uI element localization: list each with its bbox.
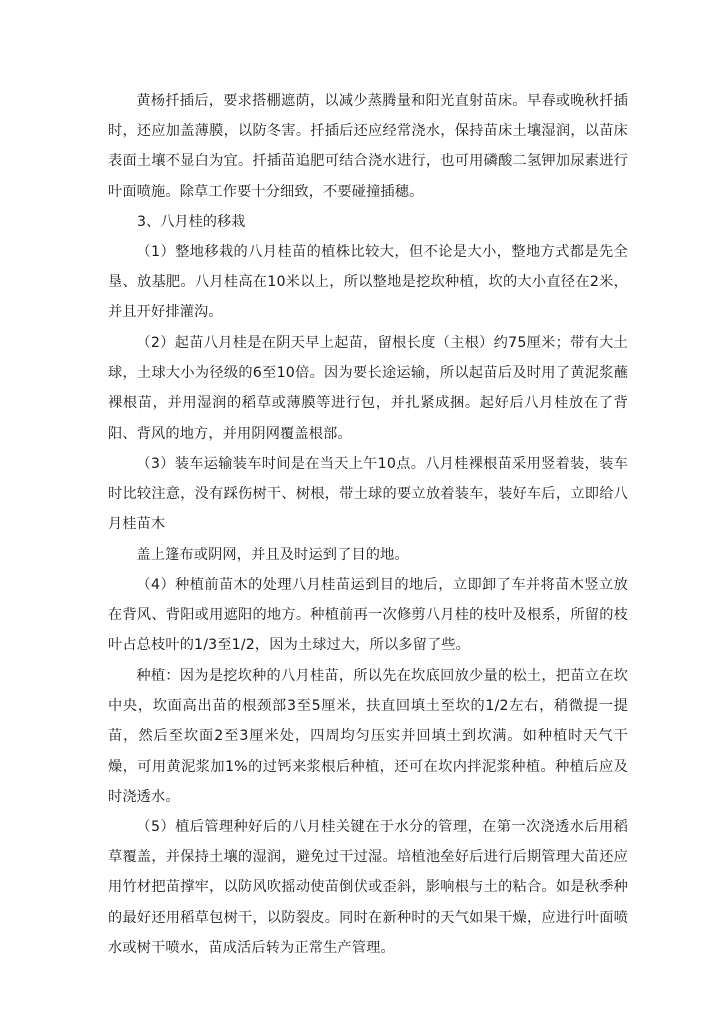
paragraph-lifting: （2）起苗八月桂是在阴天早上起苗，留根长度（主根）约75厘米；带有大土球，土球大小为径级的6至10倍。因为要长途运输，所以起苗后及时用了黄泥浆蘸裸根苗，并用湿润的稻草或薄膜等进行包，并扎紧成捆。起好后八月桂放在了背阳、背风的地方，并用阴网覆盖根部。 (108, 335, 628, 442)
paragraph-pre-planting: （4）种植前苗木的处理八月桂苗运到目的地后，立即卸了车并将苗木竖立放在背风、背阳或用遮阳的地方。种植前再一次修剪八月桂的枝叶及根系，所留的枝叶占总枝叶的1/3至1/2，因为土球过大，所以多留了些。 (108, 577, 628, 654)
paragraph-planting: 种植：因为是挖坎种的八月桂苗，所以先在坎底回放少量的松土，把苗立在坎中央，坎面高出苗的根颈部3至5厘米，扶直回填土至坎的1/2左右，稍微提一提苗，然后至坎面2至3厘米处，四周均匀压实并回填土到坎满。如种植时天气干燥，可用黄泥浆加1%的过钙来浆根后种植，还可在坎内拌泥浆种植。种植后应及时浇透水。 (108, 668, 628, 805)
paragraph-cutting-care: 黄杨扦插后，要求搭棚遮荫，以减少蒸腾量和阳光直射苗床。早春或晚秋扦插时，还应加盖薄膜，以防冬害。扦插后还应经常浇水，保持苗床土壤湿润，以苗床表面土壤不显白为宜。扦插苗追肥可结合浇水进行，也可用磷酸二氢钾加尿素进行叶面喷施。除草工作要十分细致，不要碰撞插穗。 (108, 93, 628, 200)
paragraph-site-prep: （1）整地移栽的八月桂苗的植株比较大，但不论是大小，整地方式都是先全垦、放基肥。八月桂高在10米以上，所以整地是挖坎种植，坎的大小直径在2米，并且开好排灌沟。 (108, 244, 628, 321)
section-heading-transplant: 3、八月桂的移栽 (137, 214, 246, 230)
paragraph-loading: （3）装车运输装车时间是在当天上午10点。八月桂裸根苗采用竖着装，装车时比较注意，没有踩伤树干、树根，带土球的要立放着装车，装好车后，立即给八月桂苗木 (108, 456, 628, 533)
paragraph-aftercare: （5）植后管理种好后的八月桂关键在于水分的管理，在第一次浇透水后用稻草覆盖，并保持土壤的湿润，避免过干过湿。培植池垒好后进行后期管理大苗还应用竹材把苗撑牢，以防风吹摇动使苗倒伏或歪斜，影响根与土的粘合。如是秋季种的最好还用稻草包树干，以防裂皮。同时在新种时的天气如果干燥，应进行叶面喷水或树干喷水，苗成活后转为正常生产管理。 (108, 819, 628, 956)
paragraph-loading-continued: 盖上篷布或阴网，并且及时运到了目的地。 (136, 547, 409, 563)
